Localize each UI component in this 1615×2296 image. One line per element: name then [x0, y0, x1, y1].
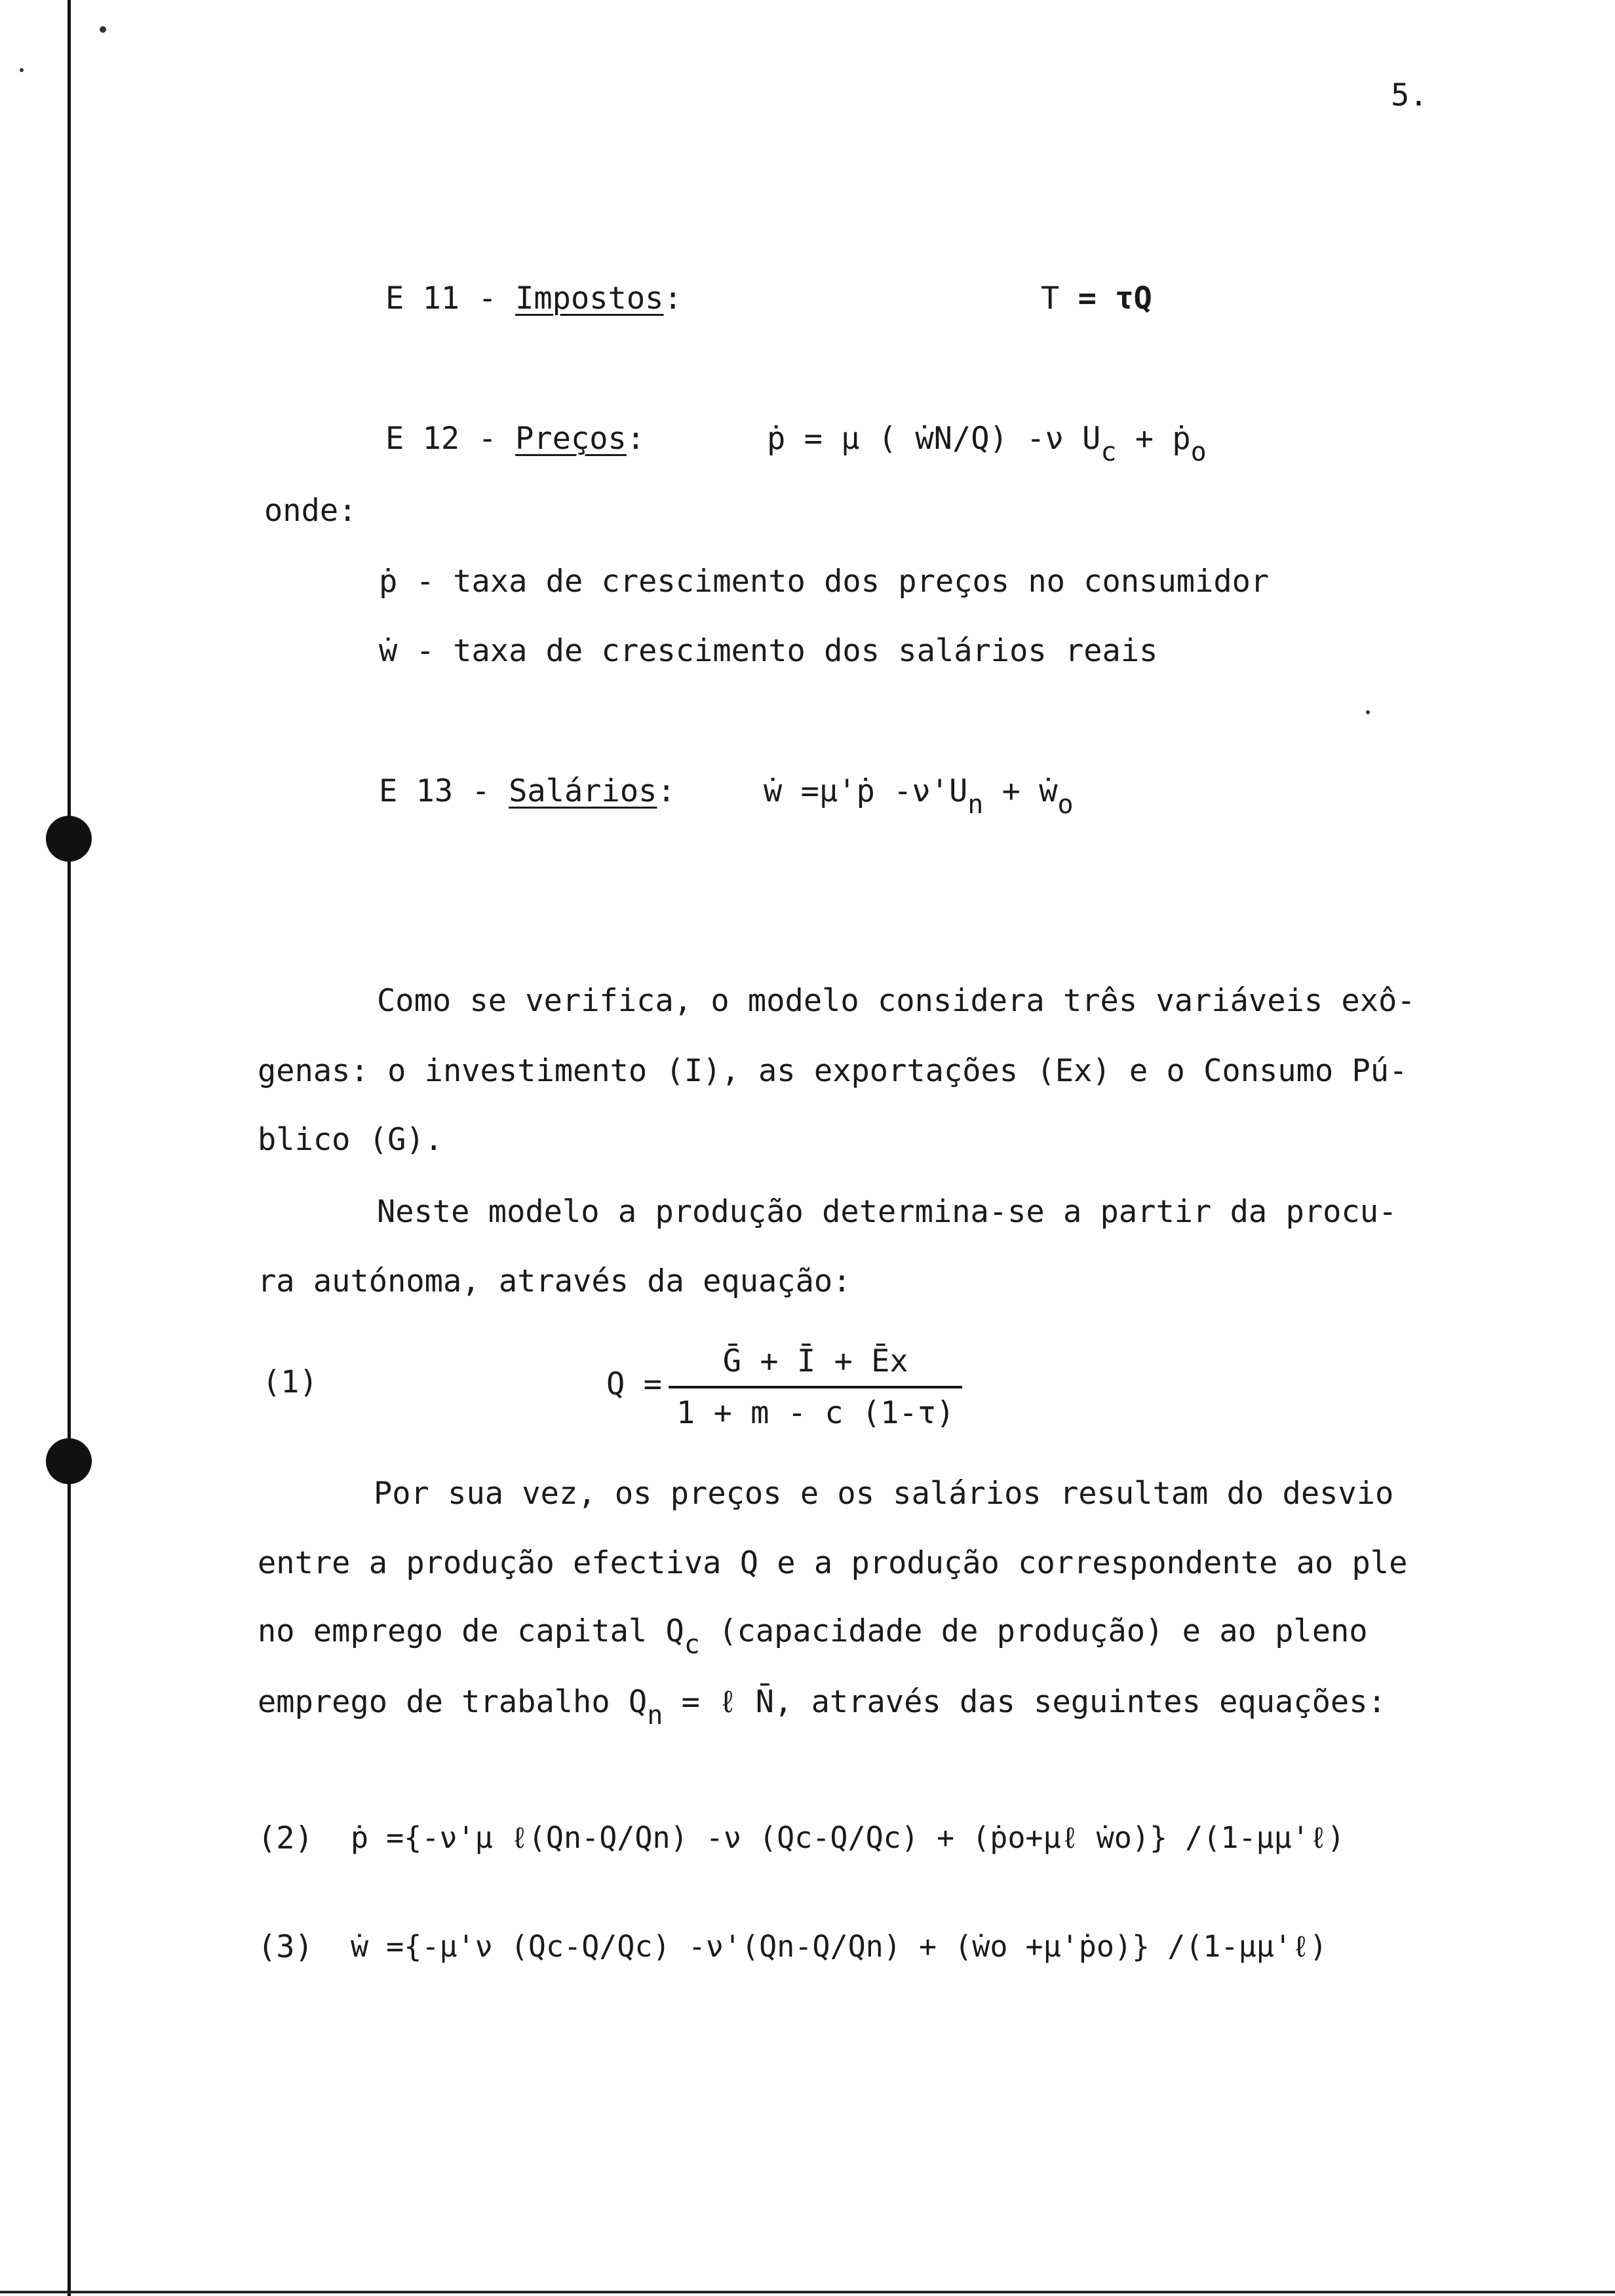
- paragraph1-line2: genas: o investimento (I), as exportações (Ex) e o Consumo Pú-: [258, 1053, 1408, 1089]
- paragraph2-line1: Neste modelo a produção determina-se a partir da procu-: [377, 1194, 1397, 1230]
- paragraph3-line2: entre a produção efectiva Q e a produção correspondente ao ple: [258, 1545, 1408, 1581]
- scan-speck: [20, 68, 24, 72]
- equation-e12: E 12 - Preços:: [385, 421, 646, 457]
- onde-label: onde:: [264, 493, 357, 529]
- e11-label: E 11 -: [385, 280, 497, 316]
- page-number: 5.: [1391, 77, 1428, 113]
- scan-speck: [1366, 710, 1370, 714]
- equation-e13: E 13 - Salários:: [379, 773, 676, 809]
- e13-formula: ẇ =μ'ṗ -ν'Un + ẇo: [764, 773, 1074, 820]
- e12-title: Preços: [515, 421, 627, 457]
- punch-hole-top: [46, 816, 92, 862]
- eq1-numerator: Ḡ + Ī + Ēx: [722, 1343, 908, 1379]
- e13-label: E 13 -: [379, 773, 490, 809]
- equation-e11: E 11 - Impostos:: [385, 280, 682, 316]
- definition-w: ẇ - taxa de crescimento dos salários reais: [379, 633, 1158, 669]
- bottom-edge-line: [0, 2291, 1615, 2293]
- paragraph1-line1: Como se verifica, o modelo considera três variáveis exô-: [377, 983, 1416, 1019]
- punch-hole-bottom: [46, 1438, 92, 1484]
- eq1-lhs: Q =: [606, 1366, 662, 1402]
- e13-title: Salários: [509, 773, 657, 809]
- left-margin-line: [68, 0, 71, 2296]
- eq1-fraction: [669, 1343, 962, 1431]
- definition-p: ṗ - taxa de crescimento dos preços no consumidor: [379, 564, 1270, 600]
- eq3-number: (3): [258, 1929, 313, 1965]
- eq1-denominator: 1 + m - c (1-τ): [676, 1395, 955, 1431]
- eq2-number: (2): [258, 1820, 313, 1856]
- eq1-number: (1): [262, 1364, 318, 1400]
- paragraph3-line1: Por sua vez, os preços e os salários resultam do desvio: [374, 1476, 1394, 1512]
- scan-speck: [100, 26, 106, 33]
- e11-formula: T = τQ: [1041, 280, 1152, 316]
- eq2-formula: ṗ ={-ν'μ ℓ(Qn-Q/Qn) -ν (Qc-Q/Qc) + (ṗo+μℓ ẇo)} /(1-μμ'ℓ): [351, 1820, 1345, 1855]
- paragraph3-line3: no emprego de capital Qc (capacidade de produção) e ao pleno: [258, 1613, 1368, 1660]
- paragraph2-line2: ra autónoma, através da equação:: [258, 1263, 851, 1299]
- e12-label: E 12 -: [385, 421, 497, 457]
- paragraph3-line4: emprego de trabalho Qn = ℓ N̄, através das seguintes equações:: [258, 1684, 1386, 1731]
- e12-formula: ṗ = μ ( ẇN/Q) -ν Uc + ṗo: [767, 421, 1207, 467]
- paragraph1-line3: blico (G).: [258, 1122, 443, 1158]
- eq3-formula: ẇ ={-μ'ν (Qc-Q/Qc) -ν'(Qn-Q/Qn) + (ẇo +μ'ṗo)} /(1-μμ'ℓ): [351, 1929, 1327, 1964]
- e11-title: Impostos: [515, 280, 664, 316]
